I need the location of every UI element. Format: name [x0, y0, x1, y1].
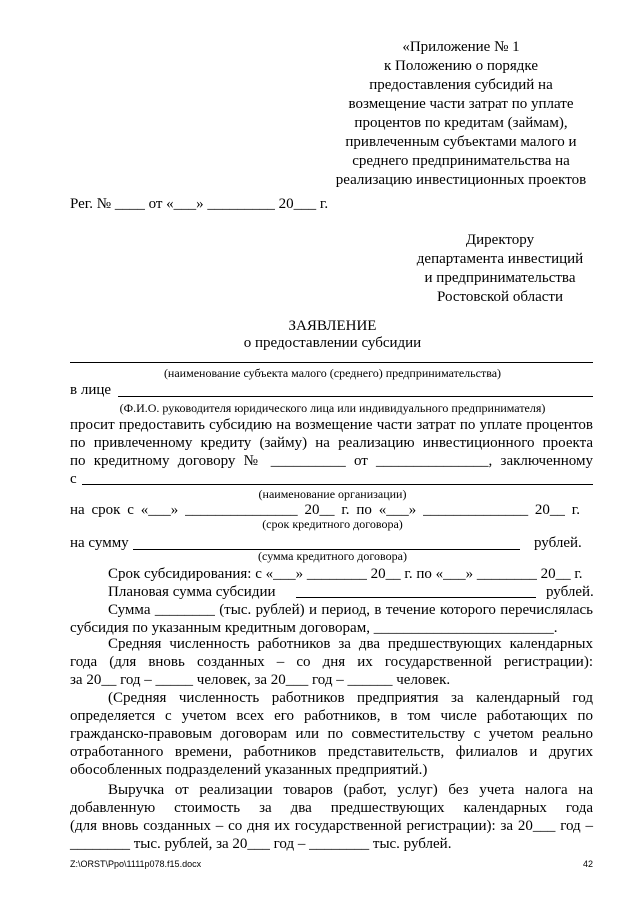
note-line-3: гражданско-правовым договорам или по совместительству с учетом реально [70, 726, 593, 742]
registration-line: Рег. № ____ от «___» _________ 20___ г. [70, 196, 329, 212]
addressee-line: Директору [465, 232, 535, 248]
appendix-line: предоставления субсидий на [369, 77, 553, 93]
note-line-5: обособленных подразделений указанных предприятий.) [70, 762, 428, 778]
hint-amount: (сумма кредитного договора) [258, 549, 407, 563]
interest-line-1: Сумма ________ (тыс. рублей) и период, в течение которого перечислялась [108, 602, 593, 618]
planned-sum-currency: рублей. [546, 584, 594, 600]
revenue-line-4: ________ тыс. рублей, за 20___ год – ________ тыс. рублей. [70, 836, 452, 852]
appendix-line: среднего предпринимательства на [352, 153, 570, 169]
sum-label: на сумму [70, 535, 129, 551]
page-number: 42 [582, 859, 593, 869]
document-title: ЗАЯВЛЕНИЕ [288, 318, 377, 334]
request-line-1: просит предоставить субсидию на возмещение части затрат по уплате процентов [70, 417, 593, 433]
note-line-2: определяется с учетом всех его работников, в том числе работающих по [70, 708, 593, 724]
in-person-label: в лице [70, 382, 112, 398]
document-subtitle: о предоставлении субсидии [243, 335, 422, 351]
note-line-4: отработанного времени, работников представительств, филиалов и других [70, 744, 593, 760]
hint-term: (срок кредитного договора) [262, 517, 403, 531]
appendix-line: возмещение части затрат по уплате [348, 96, 574, 112]
addressee-block [400, 231, 600, 307]
entity-name-underline [70, 362, 593, 363]
appendix-line: реализацию инвестиционных проектов [335, 172, 587, 188]
note-line-1: (Средняя численность работников предприятия за календарный год [108, 690, 593, 706]
planned-sum-underline [296, 597, 536, 598]
avg-staff-line-1: Средняя численность работников за два предшествующих календарных [108, 636, 593, 652]
hint-entity: (наименование субъекта малого (среднего) предпринимательства) [163, 366, 502, 380]
addressee-line: департамента инвестиций [416, 251, 584, 267]
planned-sum-label: Плановая сумма субсидии [108, 584, 276, 600]
request-line-3: по кредитному договору № __________ от _______________, заключенному [70, 453, 593, 469]
head-name-underline [118, 396, 593, 397]
revenue-line-1: Выручка от реализации товаров (работ, услуг) без учета налога на [108, 782, 593, 798]
interest-line-2: субсидия по указанным кредитным договорам, ________________________. [70, 620, 558, 636]
addressee-line: и предпринимательства [424, 270, 576, 286]
organization-underline [82, 484, 593, 485]
footer-file-path: Z:\ORST\Ppo\1111p078.f15.docx [70, 859, 202, 869]
request-line-2: по привлеченному кредиту (займу) на реализацию инвестиционного проекта [70, 435, 593, 451]
appendix-line: «Приложение № 1 [402, 39, 520, 55]
subsidy-period-line: Срок субсидирования: с «___» ________ 20__ г. по «___» ________ 20__ г. [108, 566, 583, 582]
addressee-line: Ростовской области [437, 289, 563, 305]
appendix-header [330, 38, 592, 190]
appendix-line: привлеченным субъектами малого и [345, 134, 577, 150]
revenue-line-2: добавленную стоимость за два предшествующих календарных года [70, 800, 593, 816]
term-line: на срок с «___» _______________ 20__ г. по «___» ______________ 20__ г. [70, 502, 580, 518]
appendix-line: к Положению о порядке [384, 58, 538, 74]
hint-organization: (наименование организации) [258, 487, 407, 501]
avg-staff-line-3: за 20__ год – _____ человек, за 20___ год – ______ человек. [70, 672, 451, 688]
appendix-line: процентов по кредитам (займам), [354, 115, 568, 131]
hint-head: (Ф.И.О. руководителя юридического лица или индивидуального предпринимателя) [119, 401, 546, 415]
revenue-line-3: (для вновь созданных – со дня их государственной регистрации): за 20___ год – [70, 818, 593, 834]
sum-currency: рублей. [534, 535, 582, 551]
with-label: с [70, 471, 77, 487]
avg-staff-line-2: года (для вновь созданных – со дня их государственной регистрации): [70, 654, 593, 670]
